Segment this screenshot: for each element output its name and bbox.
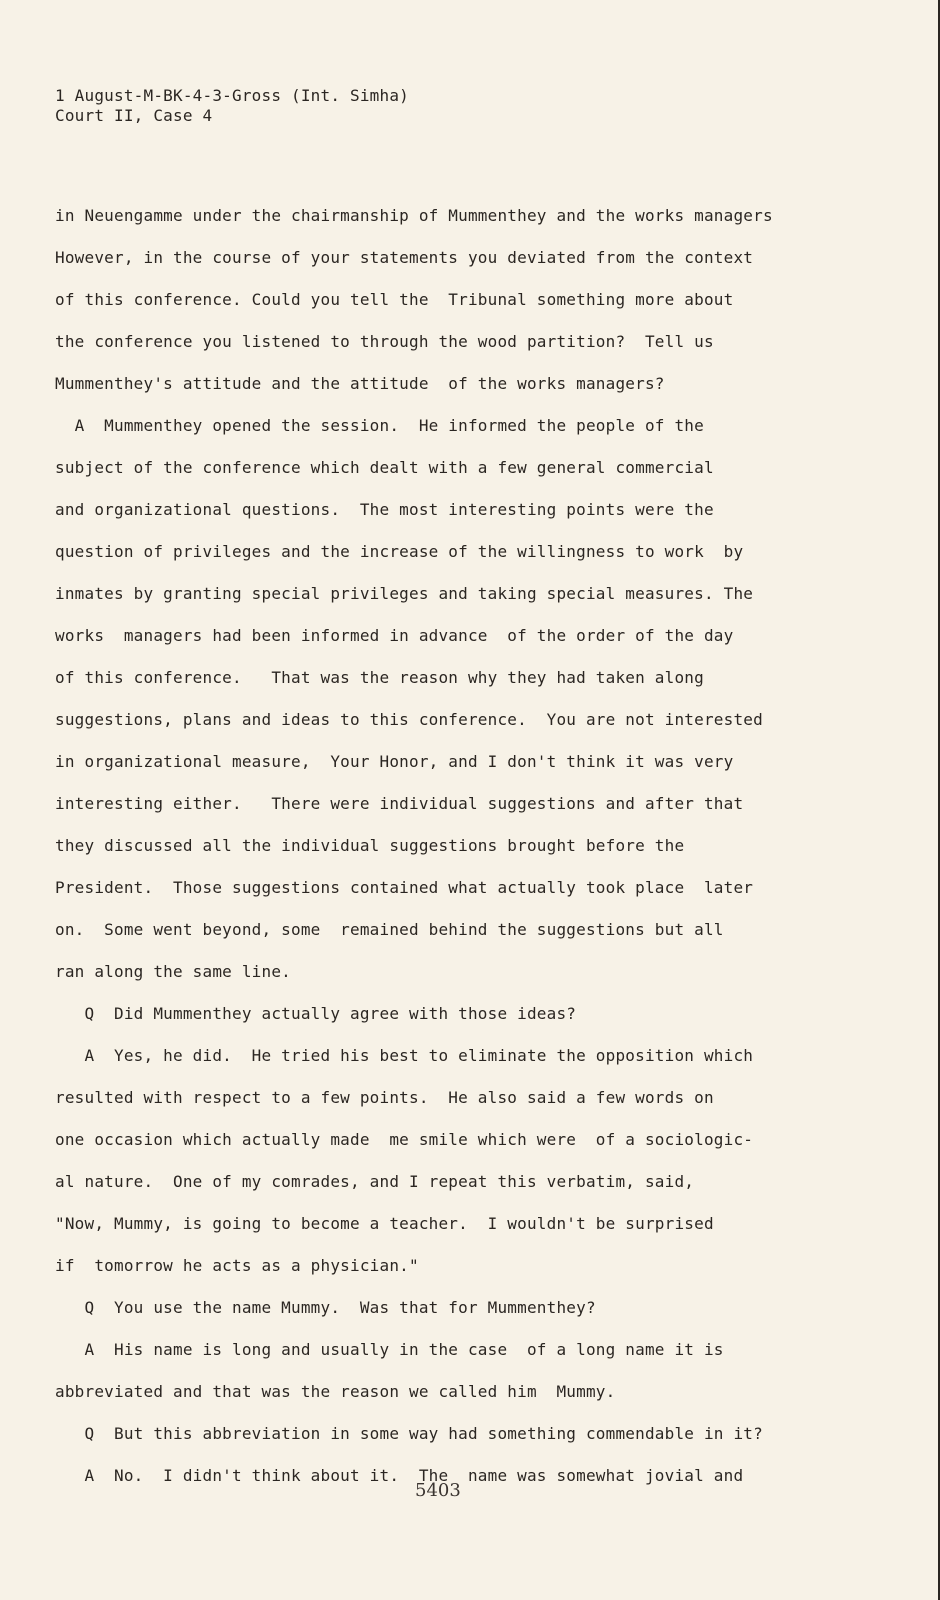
header-line-2: Court II, Case 4 bbox=[55, 106, 213, 125]
body-line: in Neuengamme under the chairmanship of Mummenthey and the works managers bbox=[55, 206, 773, 225]
body-line: A No. I didn't think about it. The name was somewhat jovial and bbox=[55, 1466, 744, 1485]
body-line: inmates by granting special privileges and taking special measures. The bbox=[55, 584, 754, 603]
page-number: 5403 bbox=[415, 1480, 461, 1501]
body-line: "Now, Mummy, is going to become a teacher. I wouldn't be surprised bbox=[55, 1214, 714, 1233]
body-line: abbreviated and that was the reason we called him Mummy. bbox=[55, 1382, 616, 1401]
body-line: the conference you listened to through the wood partition? Tell us bbox=[55, 332, 714, 351]
body-line: in organizational measure, Your Honor, and I don't think it was very bbox=[55, 752, 734, 771]
body-line: suggestions, plans and ideas to this conference. You are not interested bbox=[55, 710, 763, 729]
body-line: on. Some went beyond, some remained behind the suggestions but all bbox=[55, 920, 724, 939]
body-line: Q But this abbreviation in some way had something commendable in it? bbox=[55, 1424, 763, 1443]
body-line: Mummenthey's attitude and the attitude of the works managers? bbox=[55, 374, 665, 393]
body-line: question of privileges and the increase of the willingness to work by bbox=[55, 542, 744, 561]
body-line: A Mummenthey opened the session. He informed the people of the bbox=[55, 416, 704, 435]
body-line: Q Did Mummenthey actually agree with those ideas? bbox=[55, 1004, 577, 1023]
body-line: resulted with respect to a few points. He also said a few words on bbox=[55, 1088, 714, 1107]
body-line: interesting either. There were individual suggestions and after that bbox=[55, 794, 744, 813]
body-line: and organizational questions. The most interesting points were the bbox=[55, 500, 714, 519]
body-line: President. Those suggestions contained what actually took place later bbox=[55, 878, 754, 897]
body-line: Q You use the name Mummy. Was that for Mummenthey? bbox=[55, 1298, 596, 1317]
body-line: they discussed all the individual suggestions brought before the bbox=[55, 836, 685, 855]
body-line: if tomorrow he acts as a physician." bbox=[55, 1256, 419, 1275]
body-line: ran along the same line. bbox=[55, 962, 291, 981]
body-line: al nature. One of my comrades, and I repeat this verbatim, said, bbox=[55, 1172, 695, 1191]
body-line: works managers had been informed in advance of the order of the day bbox=[55, 626, 734, 645]
body-line: A Yes, he did. He tried his best to eliminate the opposition which bbox=[55, 1046, 754, 1065]
body-line: of this conference. Could you tell the Tribunal something more about bbox=[55, 290, 734, 309]
body-line: one occasion which actually made me smile which were of a sociologic- bbox=[55, 1130, 754, 1149]
body-line: However, in the course of your statements you deviated from the context bbox=[55, 248, 754, 267]
body-line: A His name is long and usually in the case of a long name it is bbox=[55, 1340, 724, 1359]
body-line: of this conference. That was the reason why they had taken along bbox=[55, 668, 704, 687]
body-line: subject of the conference which dealt with a few general commercial bbox=[55, 458, 714, 477]
header-line-1: 1 August-M-BK-4-3-Gross (Int. Simha) bbox=[55, 86, 409, 105]
